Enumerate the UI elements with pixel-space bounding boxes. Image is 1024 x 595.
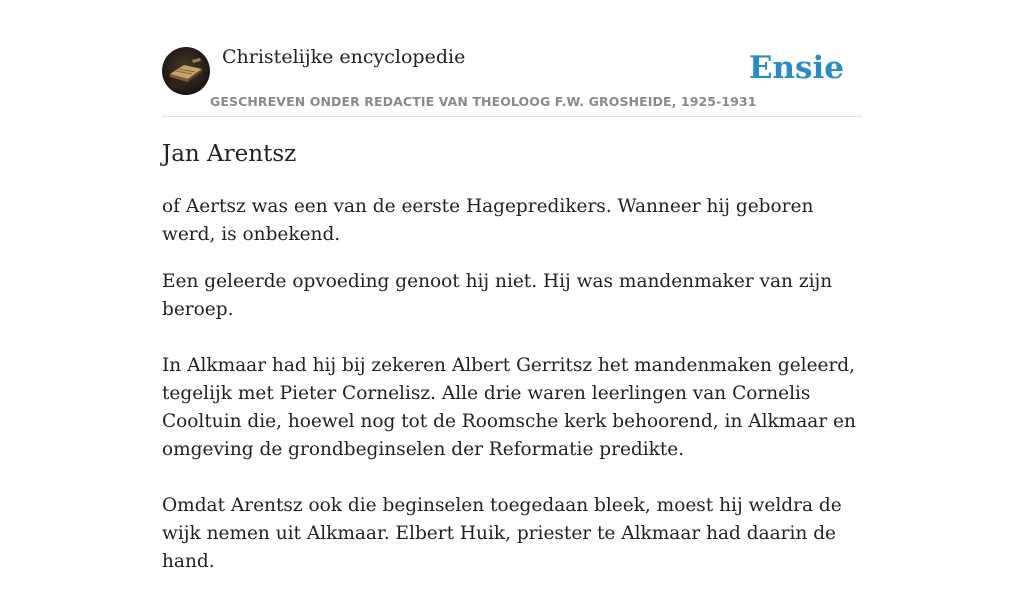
site-header [162,46,862,117]
article-title: Jan Arentsz [162,141,297,167]
site-title[interactable]: Christelijke encyclopedie [222,46,466,68]
book-photo-icon [162,47,210,95]
site-subtitle: GESCHREVEN ONDER REDACTIE VAN THEOLOOG F.W. GROSHEIDE, 1925-1931 [210,94,757,109]
brand-logo[interactable]: Ensie [748,50,844,86]
site-avatar[interactable] [162,47,210,95]
article-paragraph: Een geleerde opvoeding genoot hij niet. Hij was mandenmaker van zijn beroep. In Alkmaar had hij bij zekeren Albert Gerritsz het mandenmaken geleerd, tegelijk met Pieter Cornelisz. Alle drie waren leerlingen van Cornelis Cooltuin die, hoewel nog tot de Roomsche kerk behoorend, in Alkmaar en omgeving de grondbeginselen der Reformatie predikte. Omdat Arentsz ook die beginselen toegedaan bleek, moest hij weldra de wijk nemen uit Alkmaar. Elbert Huik, priester te Alkmaar had daarin de hand. [162,271,856,572]
article-paragraph: of Aertsz was een van de eerste Hagepredikers. Wanneer hij geboren werd, is onbekend. [162,196,814,245]
article [162,137,862,595]
